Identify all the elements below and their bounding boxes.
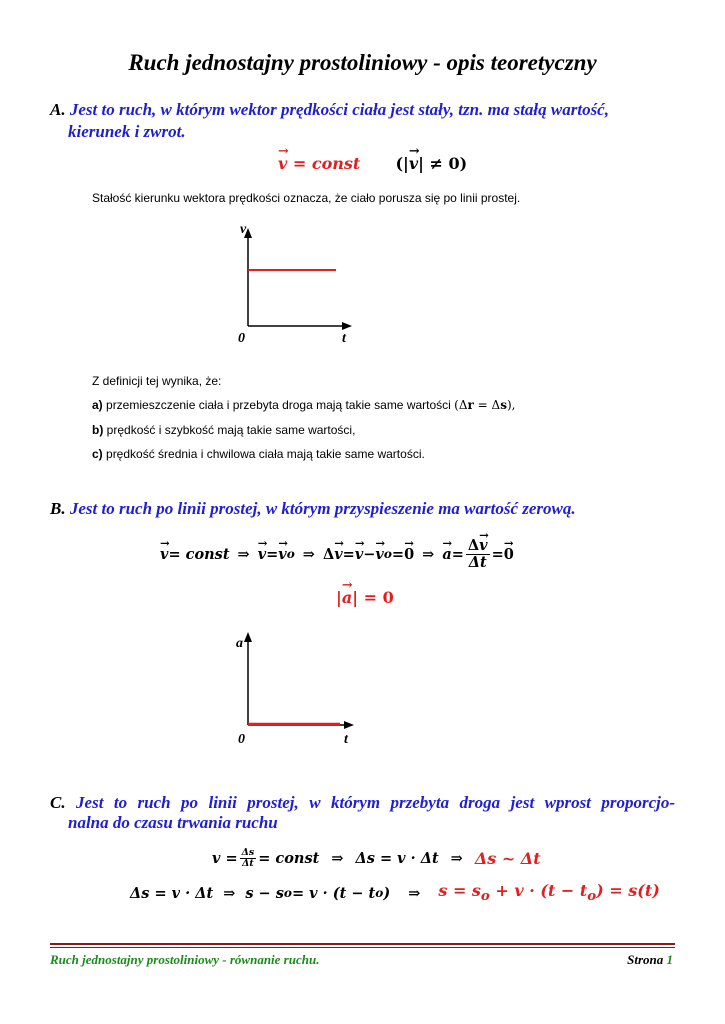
const-text: = const: [287, 154, 361, 173]
b-v3: → v: [278, 546, 286, 563]
direction-note: Stałość kierunku wektora prędkości oznacza, że ciało porusza się po linii prostej.: [92, 191, 521, 205]
b-eq4: =: [451, 545, 464, 563]
vector-v: → v: [278, 154, 287, 173]
b-vector-a: → a: [442, 546, 451, 563]
b-eq2: =: [342, 545, 355, 563]
c2-red3: ) = s(t): [596, 881, 660, 901]
graph-v-origin: 0: [238, 331, 245, 346]
formula-c-1: [212, 843, 541, 873]
x-arrow-icon: [342, 322, 352, 330]
b-delta: Δ: [322, 545, 335, 563]
b-eq: =: [266, 545, 279, 563]
implies-icon: ⇒: [223, 884, 236, 902]
section-a-line1: Jest to ruch, w którym wektor prędkości ciała jest stały, tzn. ma stałą wartość,: [69, 100, 609, 119]
item-a-math-s: s: [500, 398, 507, 412]
footer-page: [627, 952, 673, 968]
implies-icon: ⇒: [450, 849, 463, 867]
b-abs-close: | = 0: [352, 588, 394, 607]
section-b-letter: B.: [50, 499, 66, 518]
c2-left: Δs = v · Δt: [130, 884, 214, 902]
c2-mid2: = v · (t − t: [291, 884, 376, 902]
c1-frac-den: Δt: [242, 857, 254, 869]
implies-icon: ⇒: [237, 545, 250, 563]
footer-page-number: 1: [666, 952, 673, 967]
b-v2: → v: [258, 546, 266, 563]
section-b-line1: Jest to ruch po linii prostej, w którym przyspieszenie ma wartość zerową.: [69, 499, 576, 518]
b-v5: → v: [355, 546, 363, 563]
formula-v-const: [278, 154, 467, 173]
section-c-line1: Jest to ruch po linii prostej, w którym przebyta droga jest wprost proporcjo-: [76, 793, 676, 812]
item-b-text: prędkość i szybkość mają takie same wartości,: [106, 423, 356, 437]
section-b-heading: [50, 498, 576, 520]
footer-rule-thick: [50, 943, 675, 945]
y-arrow-icon: [244, 632, 252, 642]
x-arrow-icon: [344, 721, 354, 729]
b-eq-const: = const: [168, 545, 230, 563]
implies-icon: ⇒: [302, 545, 315, 563]
b-abs-a: → a: [342, 588, 352, 607]
item-b-marker: b): [92, 423, 104, 437]
c1-fraction: [240, 848, 257, 869]
item-a-math-close: ),: [506, 398, 516, 412]
c2-sub1: o: [283, 886, 292, 900]
b-abs-open: |: [336, 588, 342, 607]
formula-c-2: [130, 880, 660, 906]
b-minus: −: [363, 545, 376, 563]
abs-vector-v: → v: [409, 154, 418, 173]
section-a-line2: kierunek i zwrot.: [68, 122, 186, 141]
c2-red1: s = s: [438, 881, 481, 901]
item-a-math-r: r: [467, 398, 474, 412]
implies-icon: ⇒: [408, 884, 421, 902]
b-fraction: [466, 538, 490, 569]
c2-sub2: o: [375, 886, 384, 900]
list-item-a: [92, 397, 515, 413]
implies-icon: ⇒: [331, 849, 344, 867]
b-sub-o2: o: [383, 547, 392, 561]
footer-title: Ruch jednostajny prostoliniowy - równanie ruchu.: [50, 952, 320, 967]
item-a-marker: a): [92, 398, 103, 412]
footer-page-label: Strona: [627, 952, 667, 967]
c1-v: v =: [212, 849, 238, 867]
item-c-marker: c): [92, 447, 103, 461]
acceleration-zero: [336, 588, 394, 607]
footer-rule-thin: [50, 947, 675, 948]
item-a-math-eq: = Δ: [473, 398, 501, 412]
graph-v-x-label: t: [342, 331, 346, 346]
b-frac-v: → v: [479, 538, 487, 553]
b-frac-den: Δt: [468, 553, 487, 571]
b-eq5: =: [491, 545, 504, 563]
formula-chain-b: [160, 536, 514, 572]
c1-frac-num: Δs: [241, 846, 255, 858]
abs-close: | ≠ 0): [418, 154, 468, 173]
c2-red-sub2: o: [587, 888, 597, 905]
section-c-heading: [50, 792, 675, 814]
graph-a-y-label: a: [236, 636, 243, 651]
b-v1: → v: [160, 546, 168, 563]
abs-open: (|: [395, 154, 409, 173]
item-c-text: prędkość średnia i chwilowa ciała mają takie same wartości.: [106, 447, 425, 461]
item-a-text: przemieszczenie ciała i przebyta droga mają takie same wartości: [106, 398, 451, 412]
b-sub-o: o: [286, 547, 295, 561]
b-v4: → v: [334, 546, 342, 563]
graph-a-x-label: t: [344, 732, 348, 747]
b-v6: → v: [375, 546, 383, 563]
implies-icon: ⇒: [422, 545, 435, 563]
b-eq3: =: [391, 545, 405, 563]
b-zero-vector2: → 0: [504, 546, 514, 563]
section-c-line2: nalna do czasu trwania ruchu: [68, 813, 278, 832]
acceleration-graph: [228, 626, 363, 736]
page-title: Ruch jednostajny prostoliniowy - opis teoretyczny: [128, 50, 597, 75]
section-a-heading: [50, 99, 690, 121]
c1-proportional: Δs ~ Δt: [474, 848, 541, 868]
graph-v-y-label: v: [240, 222, 247, 237]
list-item-c: [92, 446, 425, 462]
section-c-letter: C.: [50, 793, 66, 812]
c1-mid: Δs = v · Δt: [355, 849, 439, 867]
b-zero-vector: → 0: [404, 546, 414, 563]
graph-a-origin: 0: [238, 732, 245, 747]
c2-mid3: ): [383, 884, 391, 902]
c2-mid1: s − s: [245, 884, 284, 902]
list-item-b: [92, 422, 355, 438]
section-a-letter: A.: [50, 100, 66, 119]
definition-intro: Z definicji tej wynika, że:: [92, 374, 222, 388]
c2-red2: + v · (t − t: [489, 881, 588, 901]
c2-red-sub1: o: [480, 888, 490, 905]
b-frac-delta: Δ: [467, 537, 480, 555]
velocity-graph: [228, 222, 358, 352]
item-a-math-open: (Δ: [454, 398, 468, 412]
c1-const: = const: [258, 849, 320, 867]
